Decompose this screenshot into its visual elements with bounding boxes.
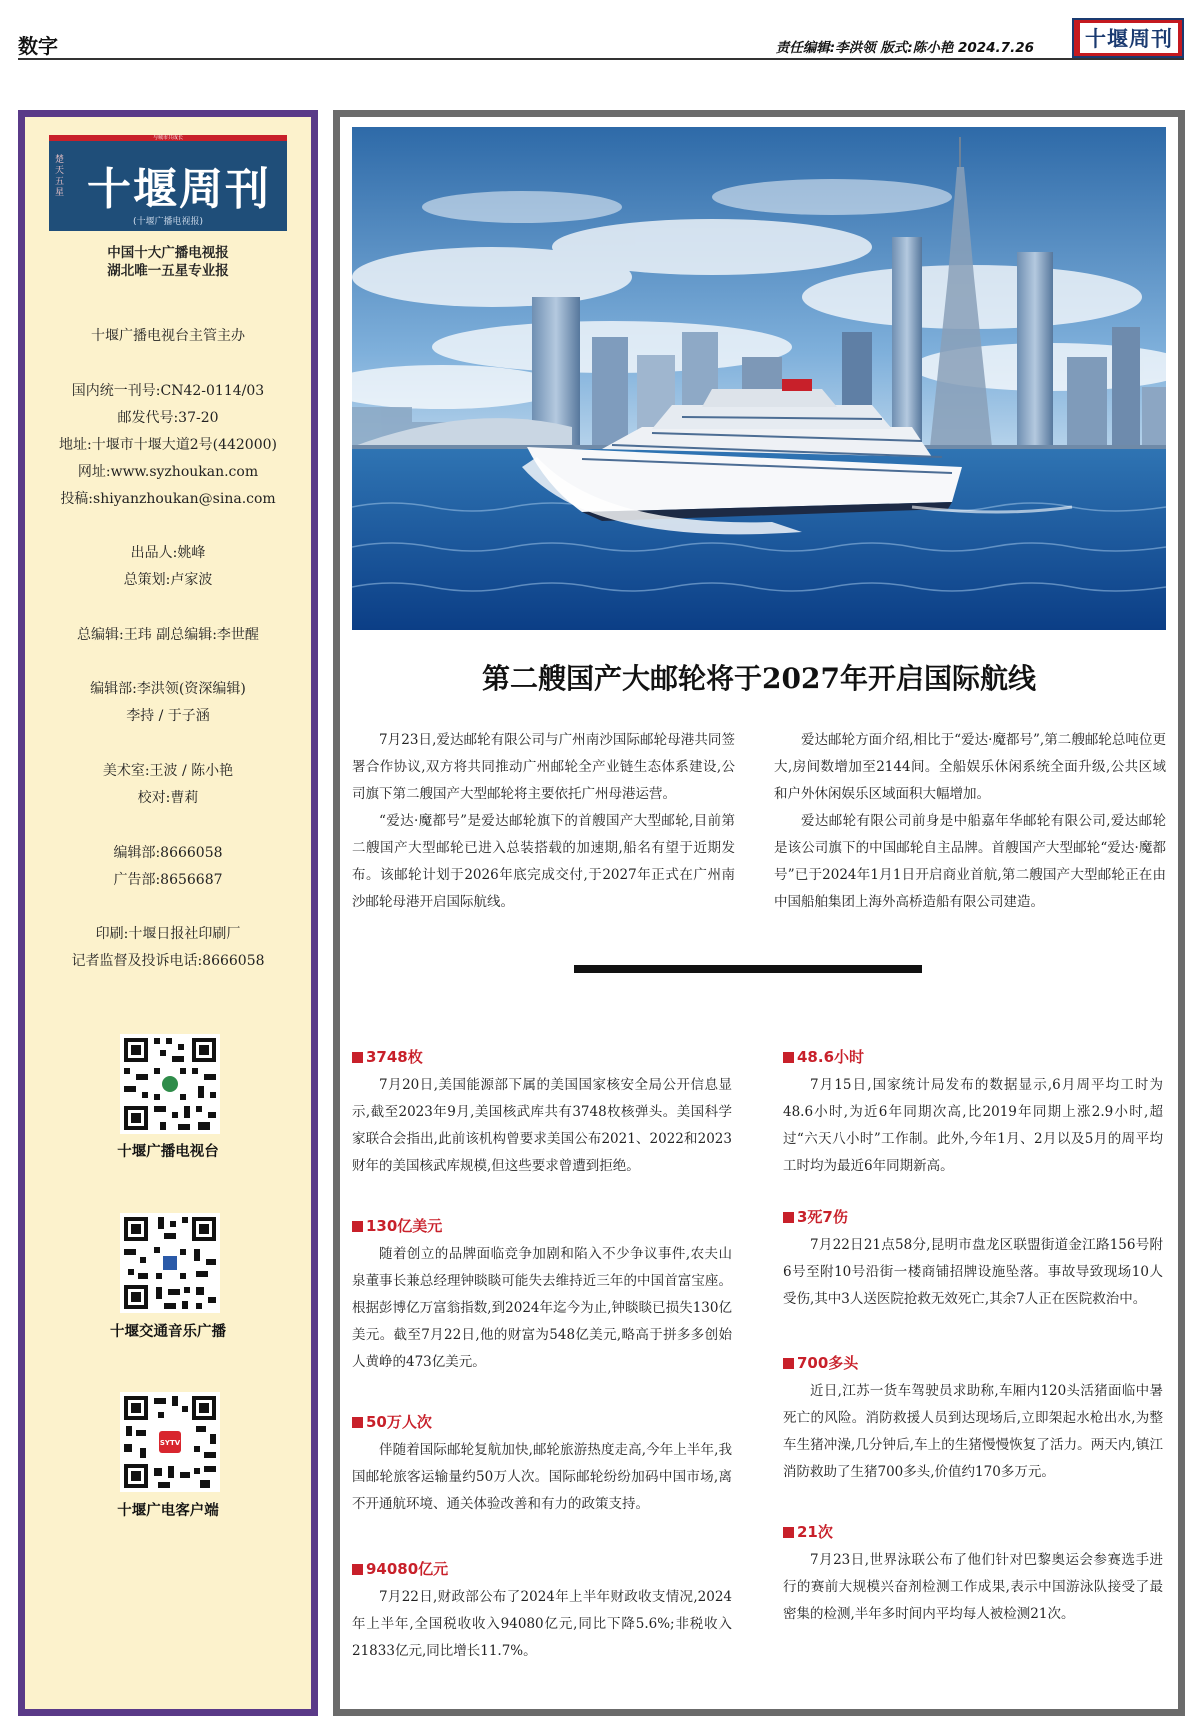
editorial-dept-line-2: 李持 / 于子涵 — [126, 708, 210, 724]
qr-caption-tv-station: 十堰广播电视台 — [117, 1144, 219, 1160]
brief-title: 50万人次 — [366, 1413, 432, 1431]
chief-editors-line: 总编辑:王玮 副总编辑:李世醒 — [77, 627, 259, 643]
news-brief — [783, 1520, 1163, 1628]
brief-title: 21次 — [797, 1523, 833, 1541]
brief-body: 7月15日,国家统计局发布的数据显示,6月周平均工时为48.6小时,为近6年同期次高,比2019年同期上涨2.9小时,超过“六天八小时”工作制。此外,今年1月、2月以及5月的周平均工时均为最近6年同期新高。 — [783, 1077, 1163, 1174]
article-paragraph: 爱达邮轮方面介绍,相比于“爱达·魔都号”,第二艘邮轮总吨位更大,房间数增加至2144间。全船娱乐休闲系统全面升级,公共区域和户外休闲娱乐区域面积大幅增加。 — [774, 732, 1166, 802]
article-paragraph: 爱达邮轮有限公司前身是中船嘉年华邮轮有限公司,爱达邮轮是该公司旗下的中国邮轮自主品牌。首艘国产大型邮轮“爱达·魔都号”已于2024年1月1日开启商业首航,第二艘国产大型邮轮正在由中国船舶集团上海外高桥造船有限公司建造。 — [774, 813, 1166, 910]
email-line: 投稿:shiyanzhoukan@sina.com — [60, 491, 276, 507]
red-square-icon — [783, 1212, 794, 1223]
radio-logo-icon — [163, 1256, 177, 1270]
postal-code-line: 邮发代号:37-20 — [117, 410, 219, 426]
tv-station-logo-icon — [162, 1076, 178, 1092]
chief-planner-line: 总策划:卢家波 — [123, 572, 213, 588]
cruise-ship-cityscape-illustration — [352, 127, 1166, 630]
address-line: 地址:十堰市十堰大道2号(442000) — [59, 437, 277, 453]
news-brief — [783, 1351, 1163, 1486]
red-square-icon — [783, 1052, 794, 1063]
brief-heading — [783, 1351, 1163, 1375]
ads-phone-line: 广告部:8656687 — [113, 872, 223, 888]
producer-line: 出品人:姚峰 — [130, 545, 206, 561]
hero-image-cruise-ship — [352, 127, 1166, 630]
mini-logo-text: 十堰周刊 — [1085, 26, 1173, 51]
news-brief — [352, 1410, 732, 1518]
qr-code-image — [120, 1392, 220, 1492]
masthead-logo — [49, 135, 287, 231]
brief-body: 7月22日,财政部公布了2024年上半年财政收支情况,2024年上半年,全国税收收入94080亿元,同比下降5.6%;非税收入21833亿元,同比增长11.7%。 — [352, 1589, 732, 1659]
brief-title: 130亿美元 — [366, 1217, 443, 1235]
issn-line: 国内统一刊号:CN42-0114/03 — [71, 383, 265, 399]
brief-heading — [783, 1520, 1163, 1544]
brief-body: 伴随着国际邮轮复航加快,邮轮旅游热度走高,今年上半年,我国邮轮旅客运输量约50万人次。国际邮轮纷纷加码中国市场,离不开通航环境、通关体验改善和有力的政策支持。 — [352, 1442, 732, 1512]
qr-code-client-app[interactable] — [120, 1392, 220, 1492]
masthead-tagline: 与城市共成长 — [152, 135, 183, 141]
complaint-line: 记者监督及投诉电话:8666058 — [71, 953, 265, 969]
page-header — [18, 18, 1184, 62]
editor-credit-line: 责任编辑:李洪领 版式:陈小艳 2024.7.26 — [775, 40, 1034, 56]
sytv-logo-text: SYTV — [159, 1439, 181, 1447]
article-column-right — [774, 727, 1166, 916]
editorial-dept-line: 编辑部:李洪领(资深编辑) — [90, 681, 246, 697]
header-rule — [18, 58, 1184, 60]
brief-body: 近日,江苏一货车驾驶员求助称,车厢内120头活猪面临中暑死亡的风险。消防救援人员到达现场后,立即架起水枪出水,为整车生猪冲澡,几分钟后,车上的生猪慢慢恢复了活力。两天内,镇江消防救助了生猪700多头,价值约170多万元。 — [783, 1383, 1163, 1480]
brief-heading — [783, 1205, 1163, 1229]
printer-line: 印刷:十堰日报社印刷厂 — [95, 926, 241, 942]
editorial-phone-line: 编辑部:8666058 — [113, 845, 223, 861]
sponsor-line: 十堰广播电视台主管主办 — [91, 328, 245, 344]
brief-title: 700多头 — [797, 1354, 859, 1372]
section-name: 数字 — [18, 34, 58, 58]
newspaper-mini-logo — [1072, 18, 1184, 58]
article-paragraph: “爱达·魔都号”是爱达邮轮旗下的首艘国产大型邮轮,目前第二艘国产大型邮轮已进入总装搭载的加速期,船名有望于近期发布。该邮轮计划于2026年底完成交付,于2027年正式在广州南沙邮轮母港开启国际航线。 — [352, 813, 735, 910]
brief-body: 7月23日,世界泳联公布了他们针对巴黎奥运会参赛选手进行的赛前大规模兴奋剂检测工作成果,表示中国游泳队接受了最密集的检测,半年多时间内平均每人被检测21次。 — [783, 1552, 1163, 1622]
art-dept-line: 美术室:王波 / 陈小艳 — [102, 763, 234, 779]
qr-caption-radio: 十堰交通音乐广播 — [110, 1324, 226, 1340]
qr-caption-client-app: 十堰广电客户端 — [117, 1503, 219, 1519]
masthead-title: 十堰周刊 — [87, 164, 271, 215]
brief-title: 48.6小时 — [797, 1048, 865, 1066]
sidebar-info-panel — [18, 110, 318, 1716]
red-square-icon — [352, 1052, 363, 1063]
news-brief — [783, 1205, 1163, 1313]
news-brief — [352, 1557, 732, 1665]
qr-code-tv-station[interactable] — [120, 1034, 220, 1134]
red-square-icon — [352, 1221, 363, 1232]
news-brief — [352, 1214, 732, 1376]
qr-code-image — [120, 1034, 220, 1134]
brief-title: 3748枚 — [366, 1048, 423, 1066]
brief-title: 94080亿元 — [366, 1560, 449, 1578]
red-square-icon — [352, 1564, 363, 1575]
article-paragraph: 7月23日,爱达邮轮有限公司与广州南沙国际邮轮母港共同签署合作协议,双方将共同推动广州邮轮全产业链生态体系建设,公司旗下第二艘国产大型邮轮将主要依托广州母港运营。 — [352, 732, 735, 802]
brief-body: 7月22日21点58分,昆明市盘龙区联盟街道金江路156号附6号至附10号沿街一楼商铺招牌设施坠落。事故导致现场10人受伤,其中3人送医院抢救无效死亡,其余7人正在医院救治中。 — [783, 1237, 1163, 1307]
masthead-side-text: 楚天五星 — [55, 155, 65, 198]
article-column-left — [352, 727, 735, 916]
brief-heading — [783, 1045, 1163, 1069]
brief-heading — [352, 1410, 732, 1434]
article-headline: 第二艘国产大邮轮将于2027年开启国际航线 — [482, 662, 1036, 695]
news-brief — [352, 1045, 732, 1180]
red-square-icon — [783, 1527, 794, 1538]
red-square-icon — [783, 1358, 794, 1369]
website-line: 网址:www.syzhoukan.com — [77, 464, 259, 480]
proofreader-line: 校对:曹莉 — [137, 790, 199, 806]
news-brief — [783, 1045, 1163, 1180]
qr-code-image — [120, 1213, 220, 1313]
main-article-frame — [333, 110, 1185, 1716]
brief-heading — [352, 1557, 732, 1581]
masthead-subtitle: (十堰广播电视报) — [132, 217, 204, 227]
red-square-icon — [352, 1417, 363, 1428]
slogan-line-1: 中国十大广播电视报 — [107, 245, 229, 261]
section-divider — [574, 965, 922, 973]
qr-code-radio[interactable] — [120, 1213, 220, 1313]
brief-body: 随着创立的品牌面临竞争加剧和陷入不少争议事件,农夫山泉董事长兼总经理钟睒睒可能失去维持近三年的中国首富宝座。根据彭博亿万富翁指数,到2024年迄今为止,钟睒睒已损失130亿美元。截至7月22日,他的财富为548亿美元,略高于拼多多创始人黄峥的473亿美元。 — [352, 1246, 732, 1370]
brief-body: 7月20日,美国能源部下属的美国国家核安全局公开信息显示,截至2023年9月,美国核武库共有3748枚核弹头。美国科学家联合会指出,此前该机构曾要求美国公布2021、2022和2023财年的美国核武库规模,但这些要求曾遭到拒绝。 — [352, 1077, 732, 1174]
brief-heading — [352, 1214, 732, 1238]
slogan-line-2: 湖北唯一五星专业报 — [107, 263, 229, 279]
brief-title: 3死7伤 — [797, 1208, 848, 1226]
brief-heading — [352, 1045, 732, 1069]
